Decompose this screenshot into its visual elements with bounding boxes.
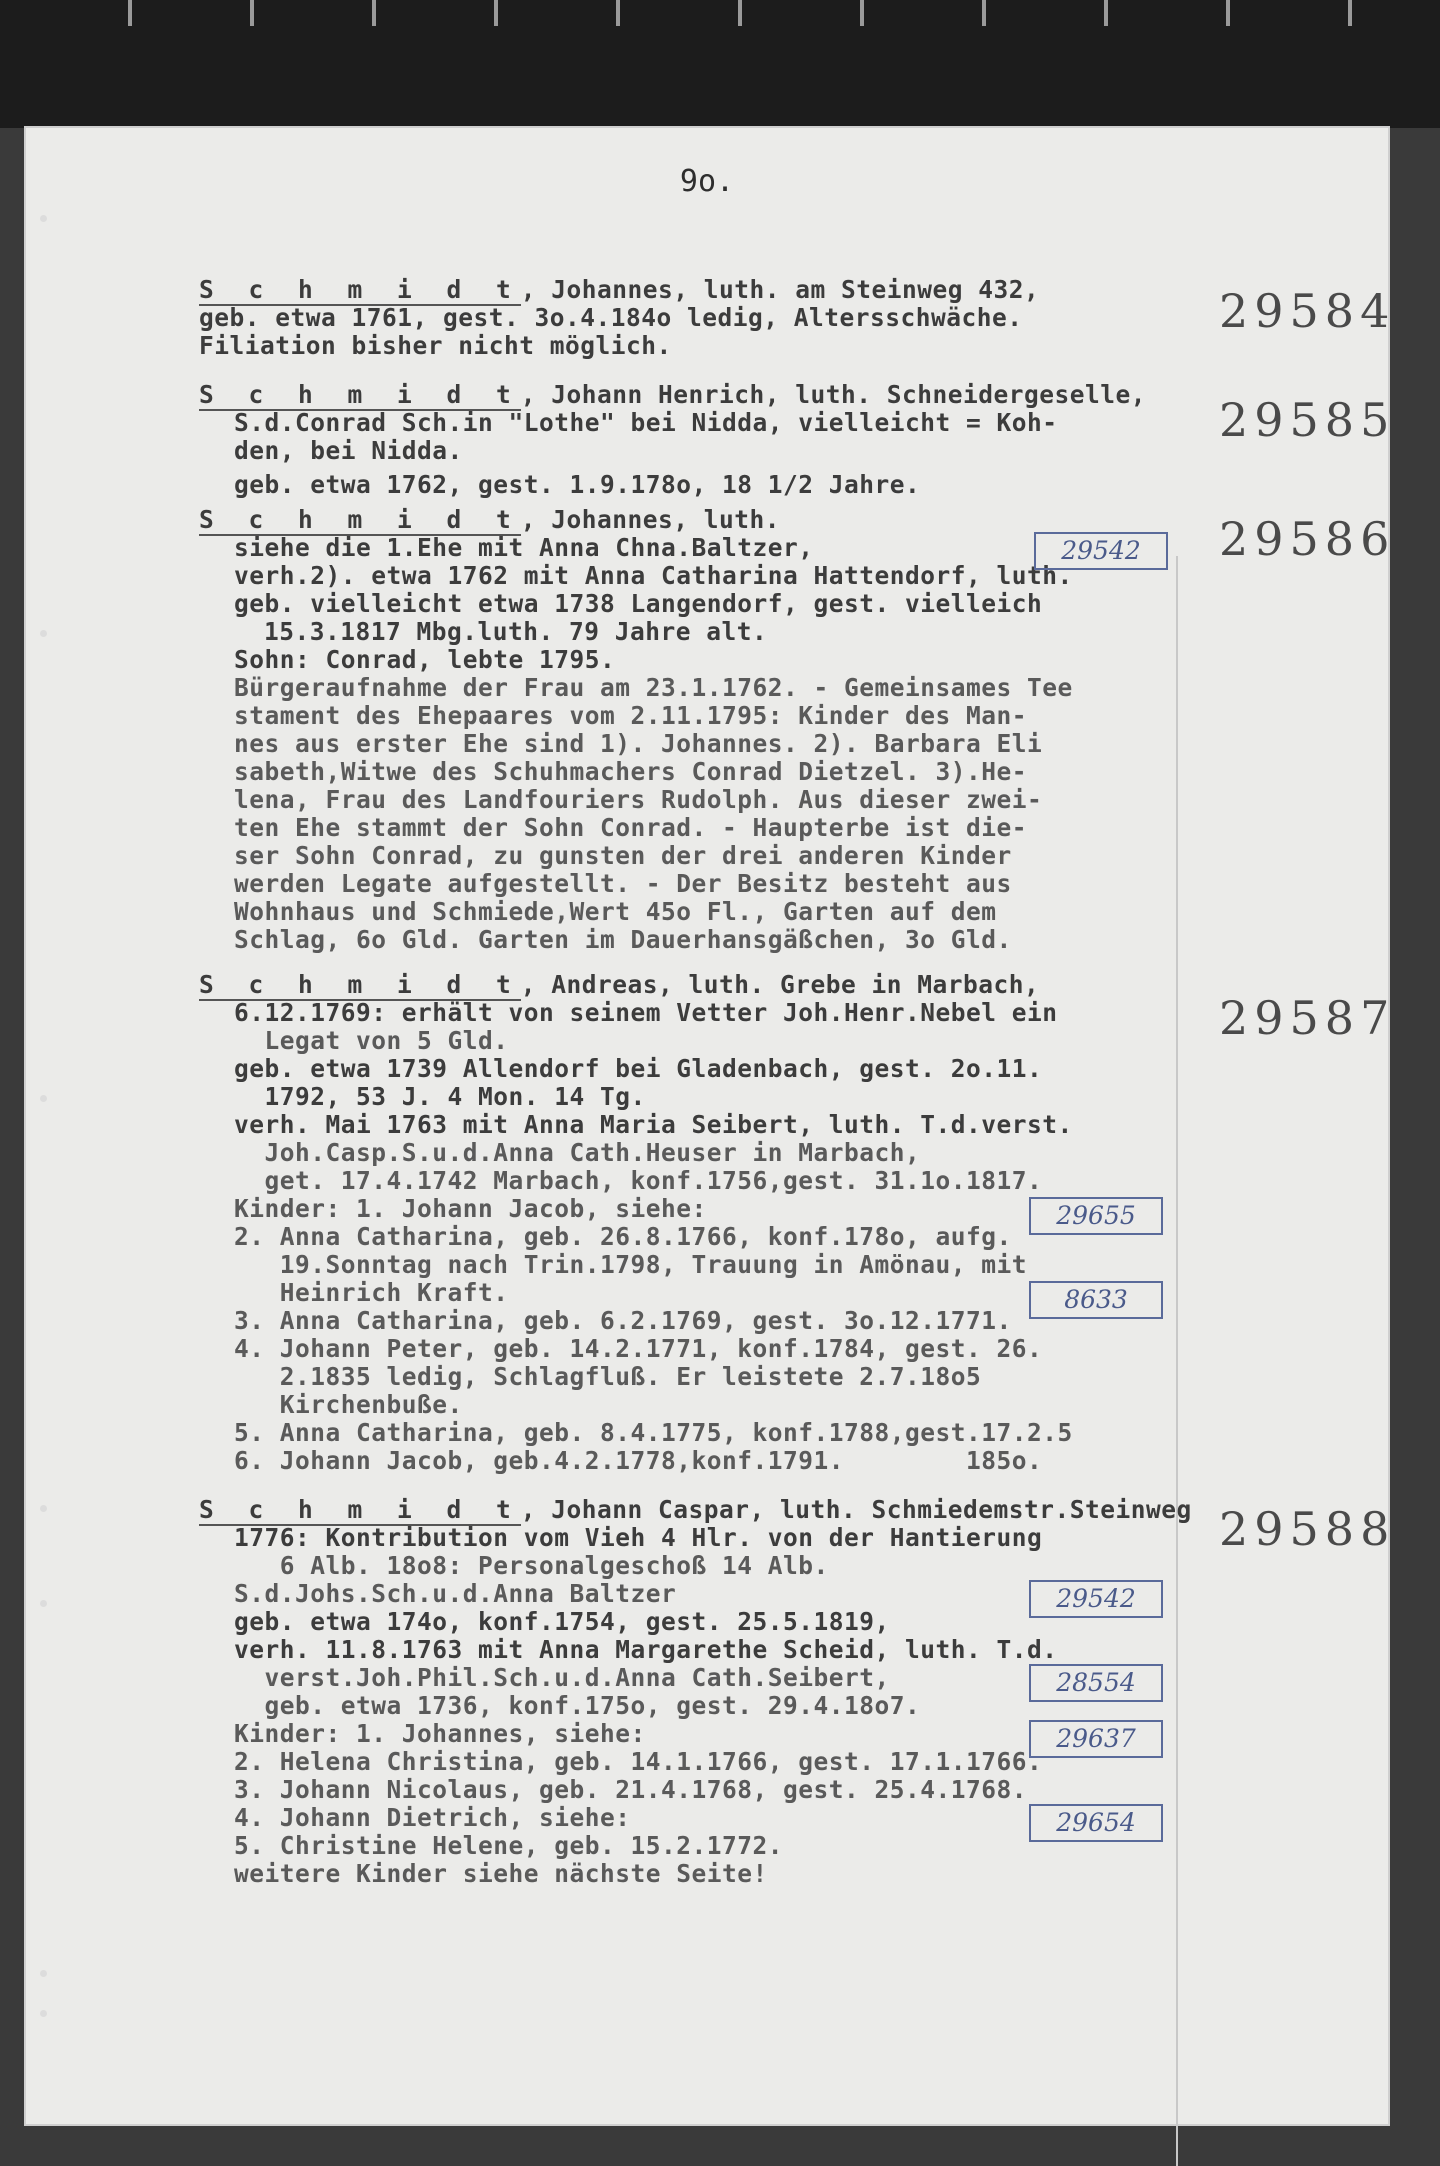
reference-box: 8633 (1029, 1281, 1163, 1319)
entry-line: Heinrich Kraft. (234, 1278, 509, 1307)
entry-line: S.d.Johs.Sch.u.d.Anna Baltzer (234, 1579, 677, 1608)
margin-rule (1176, 556, 1178, 2166)
entry-line: S c h m i d t, Johann Caspar, luth. Schmiedemstr.Steinweg (199, 1495, 1192, 1524)
entry-line: get. 17.4.1742 Marbach, konf.1756,gest. 31.1o.1817. (234, 1166, 1043, 1195)
entry-line: Kinder: 1. Johannes, siehe: (234, 1719, 646, 1748)
entry-line: Filiation bisher nicht möglich. (199, 331, 672, 360)
entry-line: 3. Anna Catharina, geb. 6.2.1769, gest. 3o.12.1771. (234, 1306, 1012, 1335)
entry-line: geb. etwa 1739 Allendorf bei Gladenbach, gest. 2o.11. (234, 1054, 1043, 1083)
entry-line: Legat von 5 Gld. (234, 1026, 509, 1055)
record-id-number: 29586 (1219, 512, 1396, 566)
entry-line: 19.Sonntag nach Trin.1798, Trauung in Amönau, mit (234, 1250, 1028, 1279)
entry-line: Wohnhaus und Schmiede,Wert 45o Fl., Garten auf dem (234, 897, 997, 926)
film-tick (1226, 0, 1230, 26)
entry-line: verh.2). etwa 1762 mit Anna Catharina Hattendorf, luth. (234, 561, 1073, 590)
record-id-number: 29585 (1219, 393, 1396, 447)
reference-box: 29654 (1029, 1804, 1163, 1842)
entry-line: 1776: Kontribution vom Vieh 4 Hlr. von der Hantierung (234, 1523, 1043, 1552)
entry-line: Joh.Casp.S.u.d.Anna Cath.Heuser in Marbach, (234, 1138, 921, 1167)
entry-line: Bürgeraufnahme der Frau am 23.1.1762. - Gemeinsames Tee (234, 673, 1073, 702)
punch-mark (40, 1095, 47, 1102)
film-tick (738, 0, 742, 26)
reference-box: 29655 (1029, 1197, 1163, 1235)
entry-line: siehe die 1.Ehe mit Anna Chna.Baltzer, (234, 533, 814, 562)
document-page (24, 126, 1396, 2126)
entry-line: stament des Ehepaares vom 2.11.1795: Kinder des Man- (234, 701, 1028, 730)
entry-line: verst.Joh.Phil.Sch.u.d.Anna Cath.Seibert, (234, 1663, 890, 1692)
entry-line: 4. Johann Dietrich, siehe: (234, 1803, 631, 1832)
page-number: 9o. (679, 164, 735, 199)
entry-line: Schlag, 6o Gld. Garten im Dauerhansgäßchen, 3o Gld. (234, 925, 1012, 954)
punch-mark (40, 630, 47, 637)
entry-line: geb. etwa 174o, konf.1754, gest. 25.5.1819, (234, 1607, 890, 1636)
entry-line: nes aus erster Ehe sind 1). Johannes. 2). Barbara Eli (234, 729, 1043, 758)
entry-line: S c h m i d t, Johannes, luth. (199, 505, 781, 534)
entry-line: geb. etwa 1736, konf.175o, gest. 29.4.18o7. (234, 1691, 921, 1720)
film-tick (982, 0, 986, 26)
entry-line: werden Legate aufgestellt. - Der Besitz besteht aus (234, 869, 1012, 898)
record-id-number: 29584 (1219, 284, 1396, 338)
punch-mark (40, 1600, 47, 1607)
reference-box: 29542 (1029, 1580, 1163, 1618)
entry-line: 2. Helena Christina, geb. 14.1.1766, gest. 17.1.1766. (234, 1747, 1043, 1776)
entry-line: S.d.Conrad Sch.in "Lothe" bei Nidda, vielleicht = Koh- (234, 408, 1058, 437)
entry-line: 6 Alb. 18o8: Personalgeschoß 14 Alb. (234, 1551, 829, 1580)
film-tick (372, 0, 376, 26)
entry-line: 2.1835 ledig, Schlagfluß. Er leistete 2.7.18o5 (234, 1362, 982, 1391)
entry-line: S c h m i d t, Johann Henrich, luth. Schneidergeselle, (199, 380, 1147, 409)
entry-line: 5. Christine Helene, geb. 15.2.1772. (234, 1831, 784, 1860)
entry-line: lena, Frau des Landfouriers Rudolph. Aus dieser zwei- (234, 785, 1043, 814)
entry-line: ser Sohn Conrad, zu gunsten der drei anderen Kinder (234, 841, 1012, 870)
film-tick (128, 0, 132, 26)
entry-line: geb. vielleicht etwa 1738 Langendorf, gest. vielleich (234, 589, 1043, 618)
entry-line: den, bei Nidda. (234, 436, 463, 465)
entry-line: 3. Johann Nicolaus, geb. 21.4.1768, gest. 25.4.1768. (234, 1775, 1028, 1804)
entry-line: verh. Mai 1763 mit Anna Maria Seibert, luth. T.d.verst. (234, 1110, 1073, 1139)
entry-line: sabeth,Witwe des Schuhmachers Conrad Dietzel. 3).He- (234, 757, 1028, 786)
entry-line: geb. etwa 1761, gest. 3o.4.184o ledig, Altersschwäche. (199, 303, 1023, 332)
entry-line: 4. Johann Peter, geb. 14.2.1771, konf.1784, gest. 26. (234, 1334, 1043, 1363)
punch-mark (40, 1970, 47, 1977)
punch-mark (40, 1505, 47, 1512)
film-tick (616, 0, 620, 26)
film-tick (860, 0, 864, 26)
entry-line: 2. Anna Catharina, geb. 26.8.1766, konf.178o, aufg. (234, 1222, 1012, 1251)
entry-line: Sohn: Conrad, lebte 1795. (234, 645, 616, 674)
record-id-number: 29588 (1219, 1502, 1396, 1556)
film-tick (250, 0, 254, 26)
film-tick (494, 0, 498, 26)
punch-mark (40, 2010, 47, 2017)
film-tick (1104, 0, 1108, 26)
film-tick (1348, 0, 1352, 26)
record-id-number: 29587 (1219, 991, 1396, 1045)
reference-box: 28554 (1029, 1664, 1163, 1702)
entry-line: verh. 11.8.1763 mit Anna Margarethe Scheid, luth. T.d. (234, 1635, 1058, 1664)
film-strip (0, 0, 1440, 128)
entry-line: 6. Johann Jacob, geb.4.2.1778,konf.1791. 185o. (234, 1446, 1043, 1475)
entry-line: Kirchenbuße. (234, 1390, 463, 1419)
entry-line: 5. Anna Catharina, geb. 8.4.1775, konf.1788,gest.17.2.5 (234, 1418, 1073, 1447)
entry-line: S c h m i d t, Johannes, luth. am Steinweg 432, (199, 275, 1040, 304)
entry-line: Kinder: 1. Johann Jacob, siehe: (234, 1194, 707, 1223)
entry-line: 1792, 53 J. 4 Mon. 14 Tg. (234, 1082, 646, 1111)
entry-line: 15.3.1817 Mbg.luth. 79 Jahre alt. (264, 617, 768, 646)
entry-line: geb. etwa 1762, gest. 1.9.178o, 18 1/2 Jahre. (234, 470, 921, 499)
entry-line: weitere Kinder siehe nächste Seite! (234, 1859, 768, 1888)
entry-line: ten Ehe stammt der Sohn Conrad. - Haupterbe ist die- (234, 813, 1028, 842)
entry-line: 6.12.1769: erhält von seinem Vetter Joh.Henr.Nebel ein (234, 998, 1058, 1027)
punch-mark (40, 215, 47, 222)
reference-box: 29542 (1034, 532, 1168, 570)
reference-box: 29637 (1029, 1720, 1163, 1758)
entry-line: S c h m i d t, Andreas, luth. Grebe in Marbach, (199, 970, 1040, 999)
